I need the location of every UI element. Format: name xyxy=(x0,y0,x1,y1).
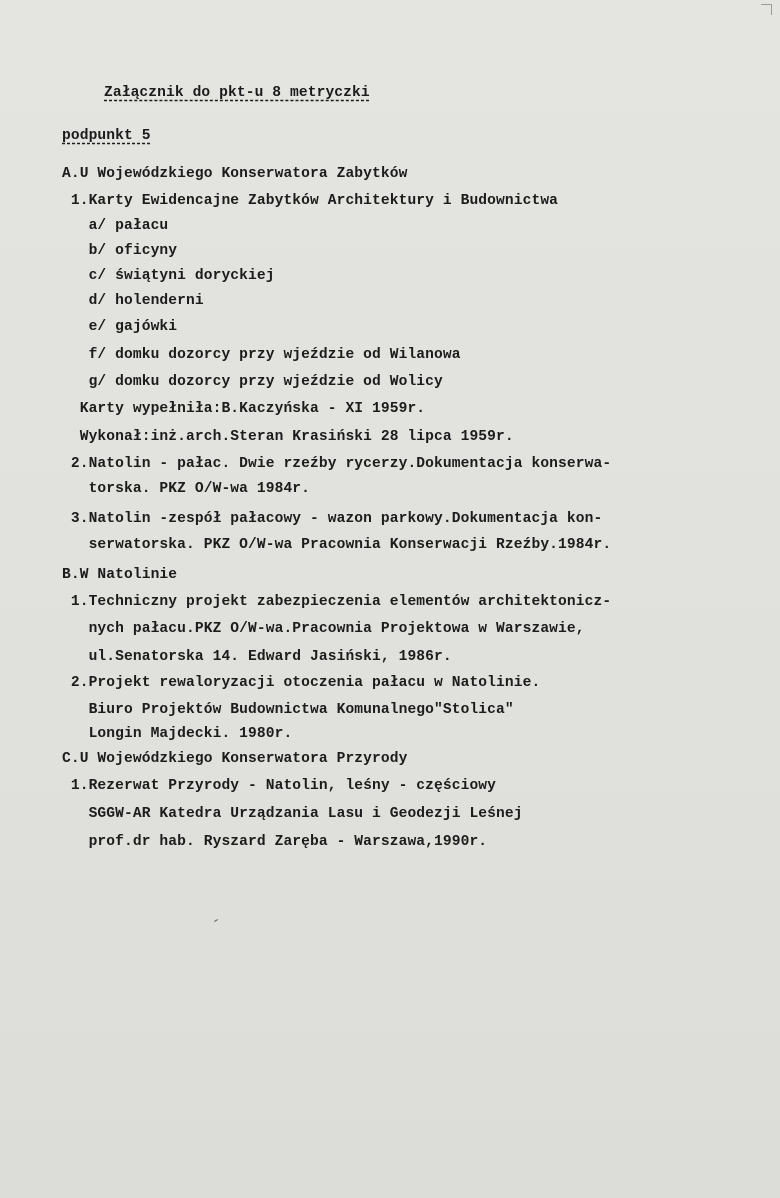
document-title: Załącznik do pkt-u 8 metryczki xyxy=(104,85,370,101)
item-a1: 1.Karty Ewidencajne Zabytków Architektury i Budownictwa xyxy=(62,193,559,209)
item-a1-c: c/ świątyni doryckiej xyxy=(62,268,275,284)
item-b1-cont1: nych pałacu.PKZ O/W-wa.Pracownia Projektowa w Warszawie, xyxy=(62,621,585,637)
stray-ink-mark xyxy=(214,919,218,922)
item-b2-cont2: Longin Majdecki. 1980r. xyxy=(62,726,293,742)
item-a2: 2.Natolin - pałac. Dwie rzeźby rycerzy.Dokumentacja konserwa- xyxy=(62,456,612,472)
section-c-heading: C.U Wojewódzkiego Konserwatora Przyrody xyxy=(62,751,408,767)
item-a3-cont: serwatorska. PKZ O/W-wa Pracownia Konserwacji Rzeźby.1984r. xyxy=(62,537,612,553)
item-a1-a: a/ pałacu xyxy=(62,218,169,234)
document-subtitle: podpunkt 5 xyxy=(62,128,151,144)
item-c1: 1.Rezerwat Przyrody - Natolin, leśny - częściowy xyxy=(62,778,497,794)
made-by: Wykonał:inż.arch.Steran Krasiński 28 lipca 1959r. xyxy=(62,429,514,445)
item-a3: 3.Natolin -zespół pałacowy - wazon parkowy.Dokumentacja kon- xyxy=(62,511,603,527)
item-b1: 1.Techniczny projekt zabezpieczenia elementów architektonicz- xyxy=(62,594,612,610)
page-corner-mark xyxy=(761,4,772,15)
section-a-heading: A.U Wojewódzkiego Konserwatora Zabytków xyxy=(62,166,408,182)
item-b2-cont1: Biuro Projektów Budownictwa Komunalnego"Stolica" xyxy=(62,702,514,718)
item-a1-d: d/ holenderni xyxy=(62,293,204,309)
item-a1-g: g/ domku dozorcy przy wjeździe od Wolicy xyxy=(62,374,443,390)
cards-filled-by: Karty wypełniła:B.Kaczyńska - XI 1959r. xyxy=(62,401,426,417)
item-a1-e: e/ gajówki xyxy=(62,319,178,335)
item-c1-cont2: prof.dr hab. Ryszard Zaręba - Warszawa,1990r. xyxy=(62,834,488,850)
section-b-heading: B.W Natolinie xyxy=(62,567,178,583)
item-a1-b: b/ oficyny xyxy=(62,243,178,259)
item-b2: 2.Projekt rewaloryzacji otoczenia pałacu w Natolinie. xyxy=(62,675,541,691)
item-b1-cont2: ul.Senatorska 14. Edward Jasiński, 1986r. xyxy=(62,649,452,665)
item-a2-cont: torska. PKZ O/W-wa 1984r. xyxy=(62,481,311,497)
item-a1-f: f/ domku dozorcy przy wjeździe od Wilanowa xyxy=(62,347,461,363)
item-c1-cont1: SGGW-AR Katedra Urządzania Lasu i Geodezji Leśnej xyxy=(62,806,523,822)
